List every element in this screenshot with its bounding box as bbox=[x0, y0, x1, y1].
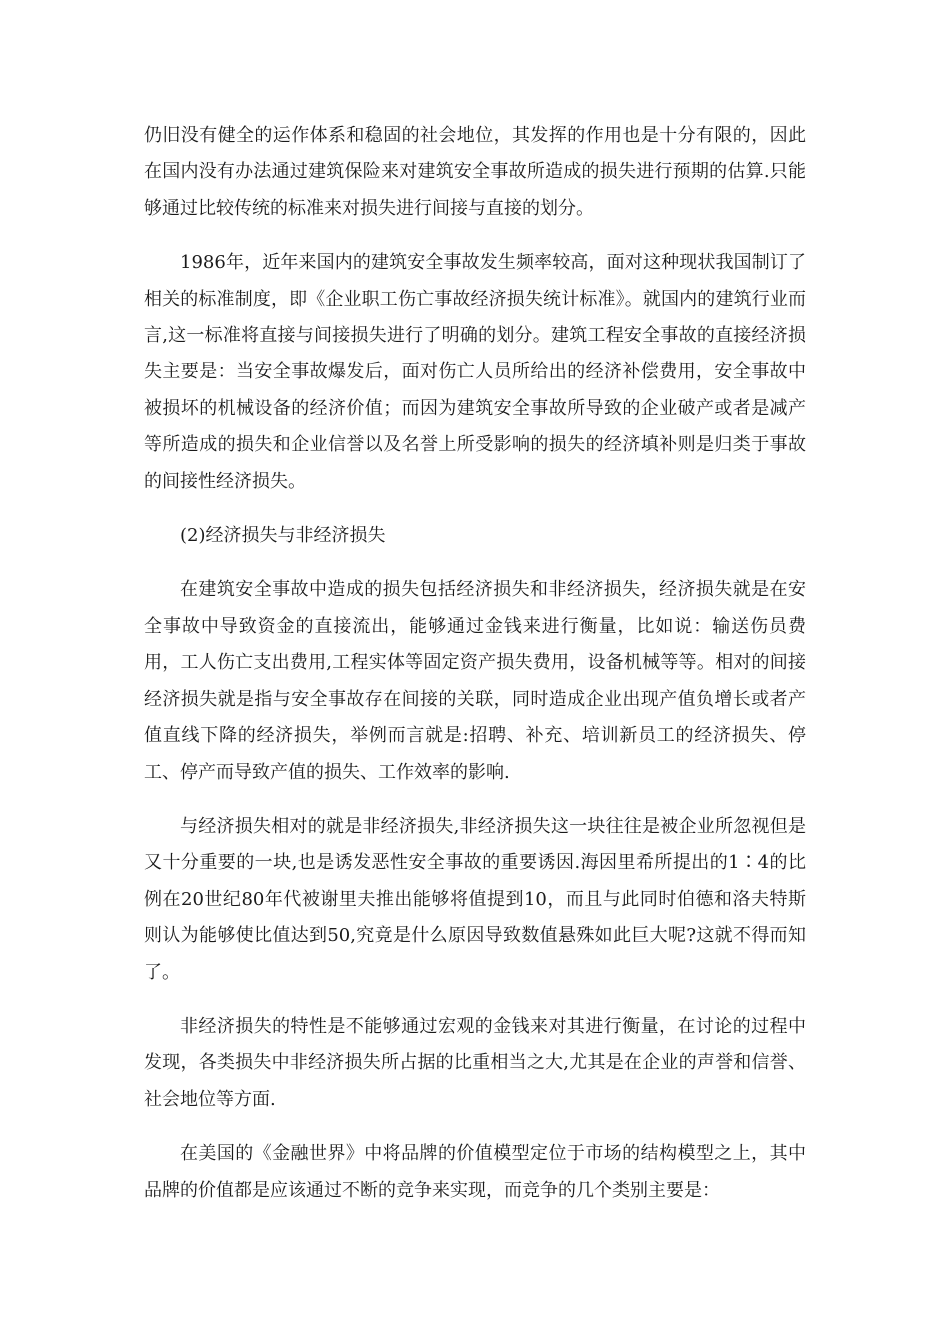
paragraph-non-economic-loss: 与经济损失相对的就是非经济损失,非经济损失这一块往往是被企业所忽视但是又十分重要的一块,也是诱发恶性安全事故的重要诱因.海因里希所提出的1∶4的比例在20世纪80年代被谢里夫推出能够将值提到10，而且与此同时伯德和洛夫特斯则认为能够使比值达到50,究竟是什么原因导致数值悬殊如此巨大呢?这就不得而知了。 bbox=[144, 815, 806, 983]
paragraph-economic-loss: 在建筑安全事故中造成的损失包括经济损失和非经济损失，经济损失就是在安全事故中导致资金的直接流出，能够通过金钱来进行衡量，比如说：输送伤员费用，工人伤亡支出费用,工程实体等固定资产损失费用，设备机械等等。相对的间接经济损失就是指与安全事故存在间接的关联，同时造成企业出现产值负增长或者产值直线下降的经济损失，举例而言就是:招聘、补充、培训新员工的经济损失、停工、停产而导致产值的损失、工作效率的影响. bbox=[144, 579, 806, 783]
document-body bbox=[144, 118, 806, 1227]
paragraph-non-economic-characteristics: 非经济损失的特性是不能够通过宏观的金钱来对其进行衡量，在讨论的过程中发现，各类损失中非经济损失所占据的比重相当之大,尤其是在企业的声誉和信誉、社会地位等方面. bbox=[144, 1015, 806, 1110]
paragraph-loss-standard: 1986年，近年来国内的建筑安全事故发生频率较高，面对这种现状我国制订了相关的标准制度，即《企业职工伤亡事故经济损失统计标准》。就国内的建筑行业而言,这一标准将直接与间接损失进行了明确的划分。建筑工程安全事故的直接经济损失主要是：当安全事故爆发后，面对伤亡人员所给出的经济补偿费用，安全事故中被损坏的机械设备的经济价值；而因为建筑安全事故所导致的企业破产或者是减产等所造成的损失和企业信誉以及名誉上所受影响的损失的经济填补则是归类于事故的间接性经济损失。 bbox=[144, 252, 806, 492]
paragraph-brand-value: 在美国的《金融世界》中将品牌的价值模型定位于市场的结构模型之上，其中品牌的价值都是应该通过不断的竞争来实现，而竞争的几个类别主要是： bbox=[144, 1143, 806, 1201]
paragraph-continuation: 仍旧没有健全的运作体系和稳固的社会地位，其发挥的作用也是十分有限的，因此在国内没有办法通过建筑保险来对建筑安全事故所造成的损失进行预期的估算.只能够通过比较传统的标准来对损失进行间接与直接的划分。 bbox=[144, 125, 806, 219]
section-heading-economic-loss: (2)经济损失与非经济损失 bbox=[180, 525, 386, 547]
